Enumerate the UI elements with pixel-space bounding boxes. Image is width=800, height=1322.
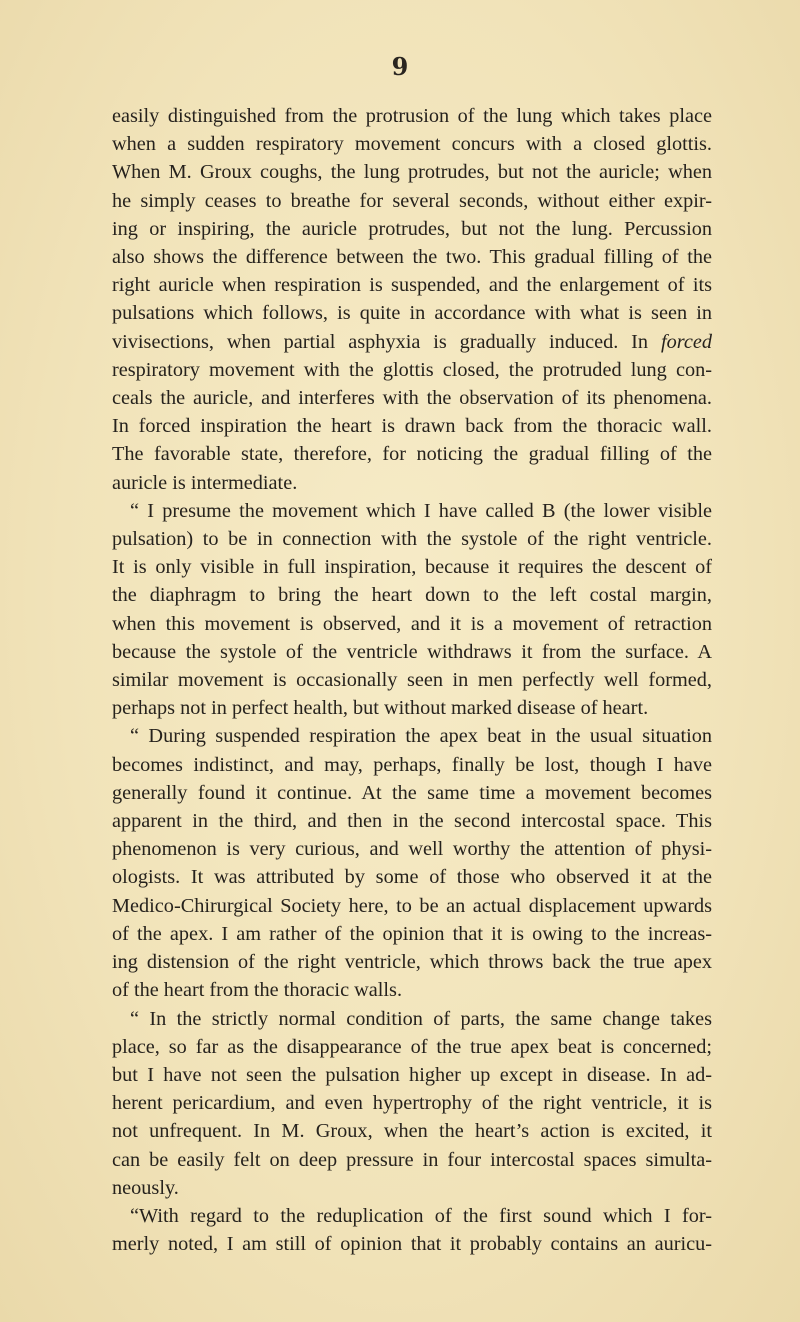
- paragraph-5: [112, 1202, 712, 1258]
- text-line: of the heart from the thoracic walls.: [112, 979, 403, 1002]
- text-line: “ During suspended respiration the apex beat in the usual situation: [130, 725, 712, 748]
- paragraph-3: [112, 722, 712, 1004]
- text-line: vivisections, when partial asphyxia is gradually induced. In forced: [112, 330, 712, 353]
- paragraph-4: [112, 1005, 712, 1202]
- text-line: when a sudden respiratory movement concurs with a closed glottis.: [112, 133, 712, 156]
- text-line: When M. Groux coughs, the lung protrudes, but not the auricle; when: [112, 161, 712, 184]
- text-line: generally found it continue. At the same time a movement becomes: [112, 781, 712, 804]
- text-line: auricle is intermediate.: [112, 471, 298, 494]
- body-text: [112, 102, 712, 1258]
- text-line: herent pericardium, and even hypertrophy of the right ventricle, it is: [112, 1092, 712, 1115]
- text-line: place, so far as the disappearance of the true apex beat is concerned;: [112, 1035, 712, 1058]
- italic-word: forced: [660, 330, 712, 353]
- text-line: merly noted, I am still of opinion that it probably contains an auricu-: [112, 1233, 712, 1256]
- text-line: also shows the difference between the two. This gradual filling of the: [112, 246, 712, 269]
- text-line: ing distension of the right ventricle, which throws back the true apex: [112, 951, 712, 974]
- text-line: It is only visible in full inspiration, because it requires the descent of: [112, 556, 712, 579]
- text-line: phenomenon is very curious, and well worthy the attention of physi-: [112, 838, 712, 861]
- text-line: when this movement is observed, and it is a movement of retraction: [112, 612, 712, 635]
- text-line: Medico-Chirurgical Society here, to be an actual displacement upwards: [112, 894, 712, 917]
- text-line: of the apex. I am rather of the opinion that it is owing to the increas-: [112, 922, 712, 945]
- text-line: right auricle when respiration is suspended, and the enlargement of its: [112, 274, 712, 297]
- text-line: he simply ceases to breathe for several seconds, without either expir-: [112, 189, 712, 212]
- text-line: respiratory movement with the glottis closed, the protruded lung con-: [112, 358, 712, 381]
- paragraph-2: [112, 497, 712, 723]
- text-line: “ I presume the movement which I have called B (the lower visible: [130, 499, 712, 522]
- text-line: can be easily felt on deep pressure in four intercostal spaces simulta-: [112, 1148, 712, 1171]
- text-line: but I have not seen the pulsation higher up except in disease. In ad-: [112, 1063, 712, 1086]
- text-line: ing or inspiring, the auricle protrudes, but not the lung. Percussion: [112, 217, 712, 240]
- paragraph-1: [112, 102, 712, 497]
- text-line: not unfrequent. In M. Groux, when the heart’s action is excited, it: [112, 1120, 712, 1143]
- text-line: In forced inspiration the heart is drawn back from the thoracic wall.: [112, 415, 712, 438]
- text-line: easily distinguished from the protrusion of the lung which takes place: [112, 105, 712, 127]
- text-line: similar movement is occasionally seen in men perfectly well formed,: [112, 669, 712, 692]
- text-line: ceals the auricle, and interferes with the observation of its phenomena.: [112, 387, 712, 410]
- text-line: pulsations which follows, is quite in accordance with what is seen in: [112, 302, 712, 325]
- text-line: perhaps not in perfect health, but without marked disease of heart.: [112, 697, 649, 720]
- page-number: 9: [391, 52, 409, 81]
- text-line: neously.: [112, 1176, 179, 1199]
- text-line: because the systole of the ventricle withdraws it from the surface. A: [112, 640, 712, 663]
- text-line: “With regard to the reduplication of the first sound which I for-: [130, 1204, 712, 1227]
- text-line: apparent in the third, and then in the second intercostal space. This: [112, 810, 712, 833]
- text-line: the diaphragm to bring the heart down to the left costal margin,: [112, 584, 712, 607]
- text-line: The favorable state, therefore, for noticing the gradual filling of the: [112, 443, 712, 466]
- text-line: pulsation) to be in connection with the systole of the right ventricle.: [112, 528, 712, 551]
- text-line: ologists. It was attributed by some of those who observed it at the: [112, 866, 712, 889]
- text-line: becomes indistinct, and may, perhaps, finally be lost, though I have: [112, 753, 712, 776]
- text-line: “ In the strictly normal condition of parts, the same change takes: [130, 1007, 712, 1030]
